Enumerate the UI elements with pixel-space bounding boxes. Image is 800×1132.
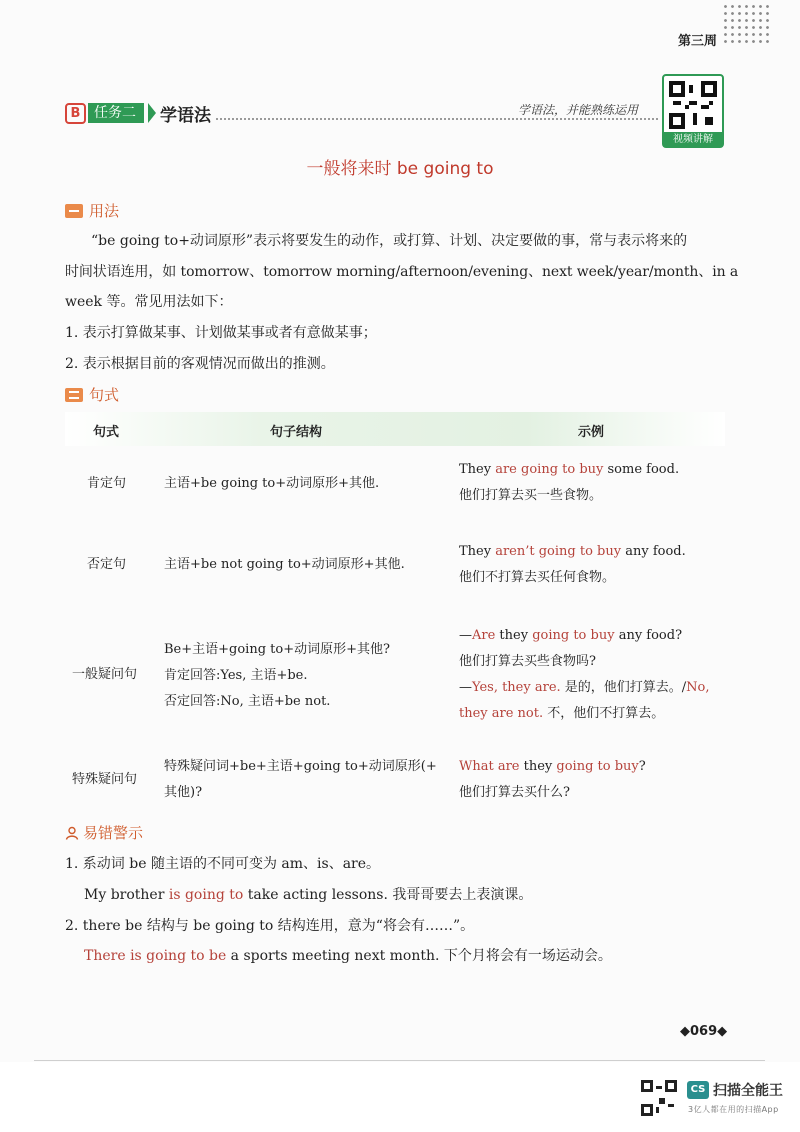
example-question-cn: 他们打算去买些食物吗? <box>459 654 596 669</box>
header-example: 示例 <box>578 425 605 440</box>
usage-heading: 用法 <box>65 200 119 221</box>
row-type-affirmative: 肯定句 <box>87 476 127 491</box>
row-structure-wh-line-1: 特殊疑问词+be+主语+going to+动词原形(+ <box>164 759 437 774</box>
usage-intro-line-1: “be going to+动词原形”表示将要发生的动作，或打算、计划、决定要做的事，常与表示将来的 <box>91 233 688 249</box>
person-icon <box>65 826 79 840</box>
example-negative-en: They aren’t going to buy any food. <box>459 544 686 559</box>
section-two-icon <box>65 388 83 402</box>
example-wh-cn: 他们打算去买什么? <box>459 785 570 800</box>
row-type-yes-no-question: 一般疑问句 <box>72 667 138 682</box>
warning-example-2: There is going to be a sports meeting next month. 下个月将会有一场运动会。 <box>84 948 612 964</box>
camscanner-logo: CS <box>687 1081 709 1099</box>
task-tag: 任务二 <box>88 103 144 123</box>
row-structure-affirmative: 主语+be going to+动词原形+其他. <box>164 476 380 491</box>
pattern-heading: 句式 <box>65 384 119 405</box>
task-tag-arrow <box>148 103 156 123</box>
warning-item-2: 2. there be 结构与 be going to 结构连用，意为“将会有……”。 <box>65 918 475 934</box>
video-qr-code[interactable] <box>662 74 724 136</box>
row-type-wh-question: 特殊疑问句 <box>72 772 138 787</box>
header-type: 句式 <box>93 425 120 440</box>
example-affirmative-en: They are going to buy some food. <box>459 462 680 477</box>
usage-intro-line-3: week 等。常见用法如下： <box>65 294 233 310</box>
camscanner-tagline: 3亿人都在用的扫描App <box>688 1105 779 1114</box>
decorative-dots <box>722 3 770 45</box>
example-affirmative-cn: 他们打算去买一些食物。 <box>459 488 603 503</box>
page-number: ◆069◆ <box>680 1024 728 1039</box>
example-question-en: —Are they going to buy any food? <box>459 628 683 643</box>
header-structure: 句子结构 <box>270 425 323 440</box>
warning-item-1: 1. 系动词 be 随主语的不同可变为 am、is、are。 <box>65 856 381 872</box>
qr-code-icon <box>669 81 717 129</box>
row-structure-negative: 主语+be not going to+动词原形+其他. <box>164 557 405 572</box>
page-edge <box>34 1060 765 1061</box>
example-wh-en: What are they going to buy? <box>459 759 646 774</box>
row-structure-no-answer: 否定回答:No, 主语+be not. <box>164 694 331 709</box>
warning-example-1: My brother is going to take acting lessons. 我哥哥要去上表演课。 <box>84 887 533 903</box>
warning-heading: 易错警示 <box>65 822 143 843</box>
section-subtitle: 学语法，并能熟练运用 <box>518 103 639 117</box>
usage-intro-line-2: 时间状语连用，如 tomorrow、tomorrow morning/afternoon/evening、next week/year/month、in a <box>65 264 739 280</box>
example-answer-line-2: they are not. 不，他们不打算去。 <box>459 706 665 721</box>
example-answer-line-1: —Yes, they are. 是的，他们打算去。/No, <box>459 680 710 695</box>
scanner-qr-icon <box>641 1080 677 1116</box>
week-label: 第三周 <box>678 34 718 49</box>
row-type-negative: 否定句 <box>87 557 127 572</box>
table-header-band <box>65 412 725 446</box>
video-explain-label: 视频讲解 <box>662 132 724 148</box>
section-one-icon <box>65 204 83 218</box>
dotted-rule <box>216 118 658 120</box>
usage-point-1: 1. 表示打算做某事、计划做某事或者有意做某事； <box>65 325 377 341</box>
row-structure-yes-answer: 肯定回答:Yes, 主语+be. <box>164 668 308 683</box>
section-title: 学语法 <box>160 106 211 126</box>
camscanner-app-name: 扫描全能王 <box>713 1083 783 1099</box>
example-negative-cn: 他们不打算去买任何食物。 <box>459 570 616 585</box>
usage-point-2: 2. 表示根据目前的客观情况而做出的推测。 <box>65 356 335 372</box>
row-structure-question: Be+主语+going to+动词原形+其他? <box>164 642 390 657</box>
page-title: 一般将来时 be going to <box>306 159 494 179</box>
section-letter-badge: B <box>65 103 86 124</box>
row-structure-wh-line-2: 其他)? <box>164 785 203 800</box>
